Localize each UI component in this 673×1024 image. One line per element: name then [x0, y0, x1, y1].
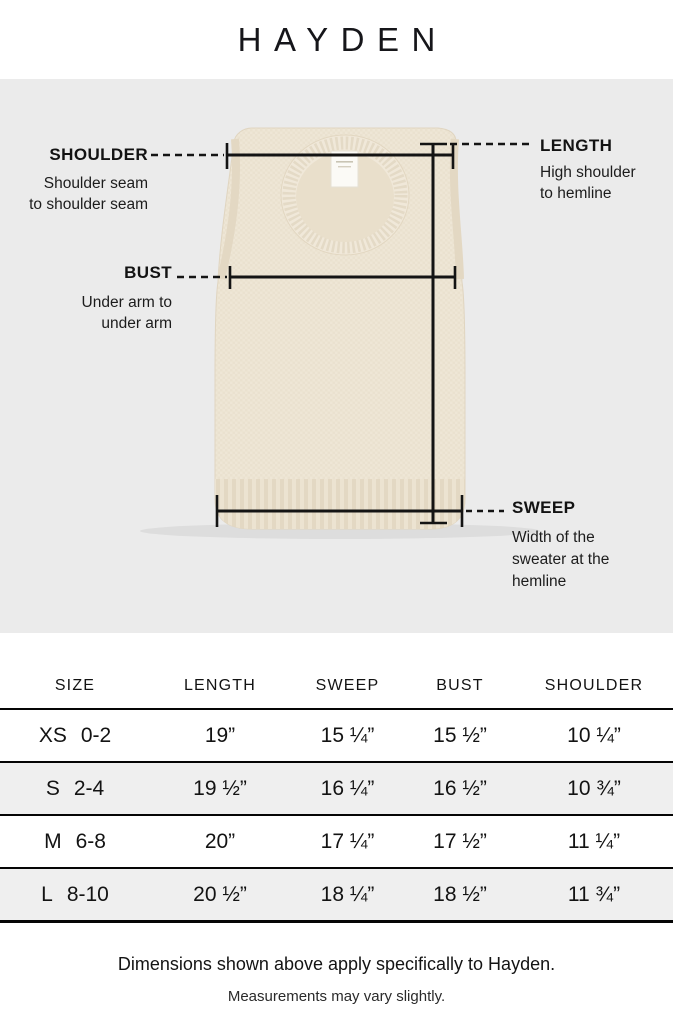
length-cell: 20 ½”: [193, 882, 247, 906]
bust-cell: 15 ½”: [433, 723, 487, 747]
table-row-xs: [0, 708, 673, 761]
bust-annotation-description: Under arm to under arm: [81, 294, 172, 332]
header-cell-bust: BUST: [436, 677, 484, 694]
size-cell: L 8-10: [41, 882, 109, 906]
garment-hem-band: [215, 479, 465, 529]
table-row-m: [0, 814, 673, 867]
table-header-row: [0, 633, 673, 708]
footer-note-primary: Dimensions shown above apply specifically to Hayden.: [117, 954, 556, 974]
length-cell: 19”: [204, 723, 236, 747]
shoulder-cell: 10 ¼”: [567, 723, 621, 747]
shoulder-annotation: [29, 145, 148, 215]
footer-note-secondary: Measurements may vary slightly.: [227, 988, 446, 1005]
length-cell: 20”: [204, 829, 236, 853]
length-cell: 19 ½”: [193, 776, 247, 800]
size-table: [0, 633, 673, 923]
table-row-s: [0, 761, 673, 814]
shoulder-annotation-label: SHOULDER: [49, 145, 148, 164]
header-cell-length: LENGTH: [183, 677, 257, 694]
shoulder-cell: 11 ¾”: [567, 882, 621, 906]
table-body: [0, 708, 673, 923]
footer-notes: [0, 954, 673, 1005]
size-cell: M 6-8: [44, 829, 106, 853]
shoulder-cell: 10 ¾”: [567, 776, 621, 800]
sweep-cell: 16 ¼”: [320, 776, 375, 800]
measurement-diagram: [0, 79, 673, 633]
length-annotation-description: High shoulder to hemline: [540, 164, 636, 202]
header-cell-shoulder: SHOULDER: [544, 677, 644, 694]
sweep-annotation: [512, 498, 609, 593]
shoulder-cell: 11 ¼”: [567, 829, 621, 853]
header-cell-size: SIZE: [54, 677, 96, 694]
size-cell: XS 0-2: [38, 723, 112, 747]
sweep-annotation-label: SWEEP: [512, 498, 576, 517]
shoulder-annotation-description: Shoulder seam to shoulder seam: [29, 175, 148, 213]
bust-cell: 16 ½”: [433, 776, 487, 800]
length-annotation-label: LENGTH: [540, 136, 613, 155]
bust-annotation: [82, 263, 172, 334]
sweep-cell: 15 ¼”: [320, 723, 375, 747]
size-cell: S 2-4: [45, 776, 105, 800]
bust-cell: 17 ½”: [433, 829, 487, 853]
table-row-l: [0, 867, 673, 920]
bust-annotation-label: BUST: [124, 263, 172, 282]
brand-title: HAYDEN: [237, 20, 448, 58]
sweep-cell: 17 ¼”: [320, 829, 375, 853]
brand-header: [0, 0, 673, 79]
header-cell-sweep: SWEEP: [315, 677, 380, 694]
sweep-annotation-description: Width of the sweater at the hemline: [512, 529, 610, 590]
length-annotation: [540, 136, 636, 204]
sweep-cell: 18 ¼”: [320, 882, 375, 906]
bust-cell: 18 ½”: [433, 882, 487, 906]
